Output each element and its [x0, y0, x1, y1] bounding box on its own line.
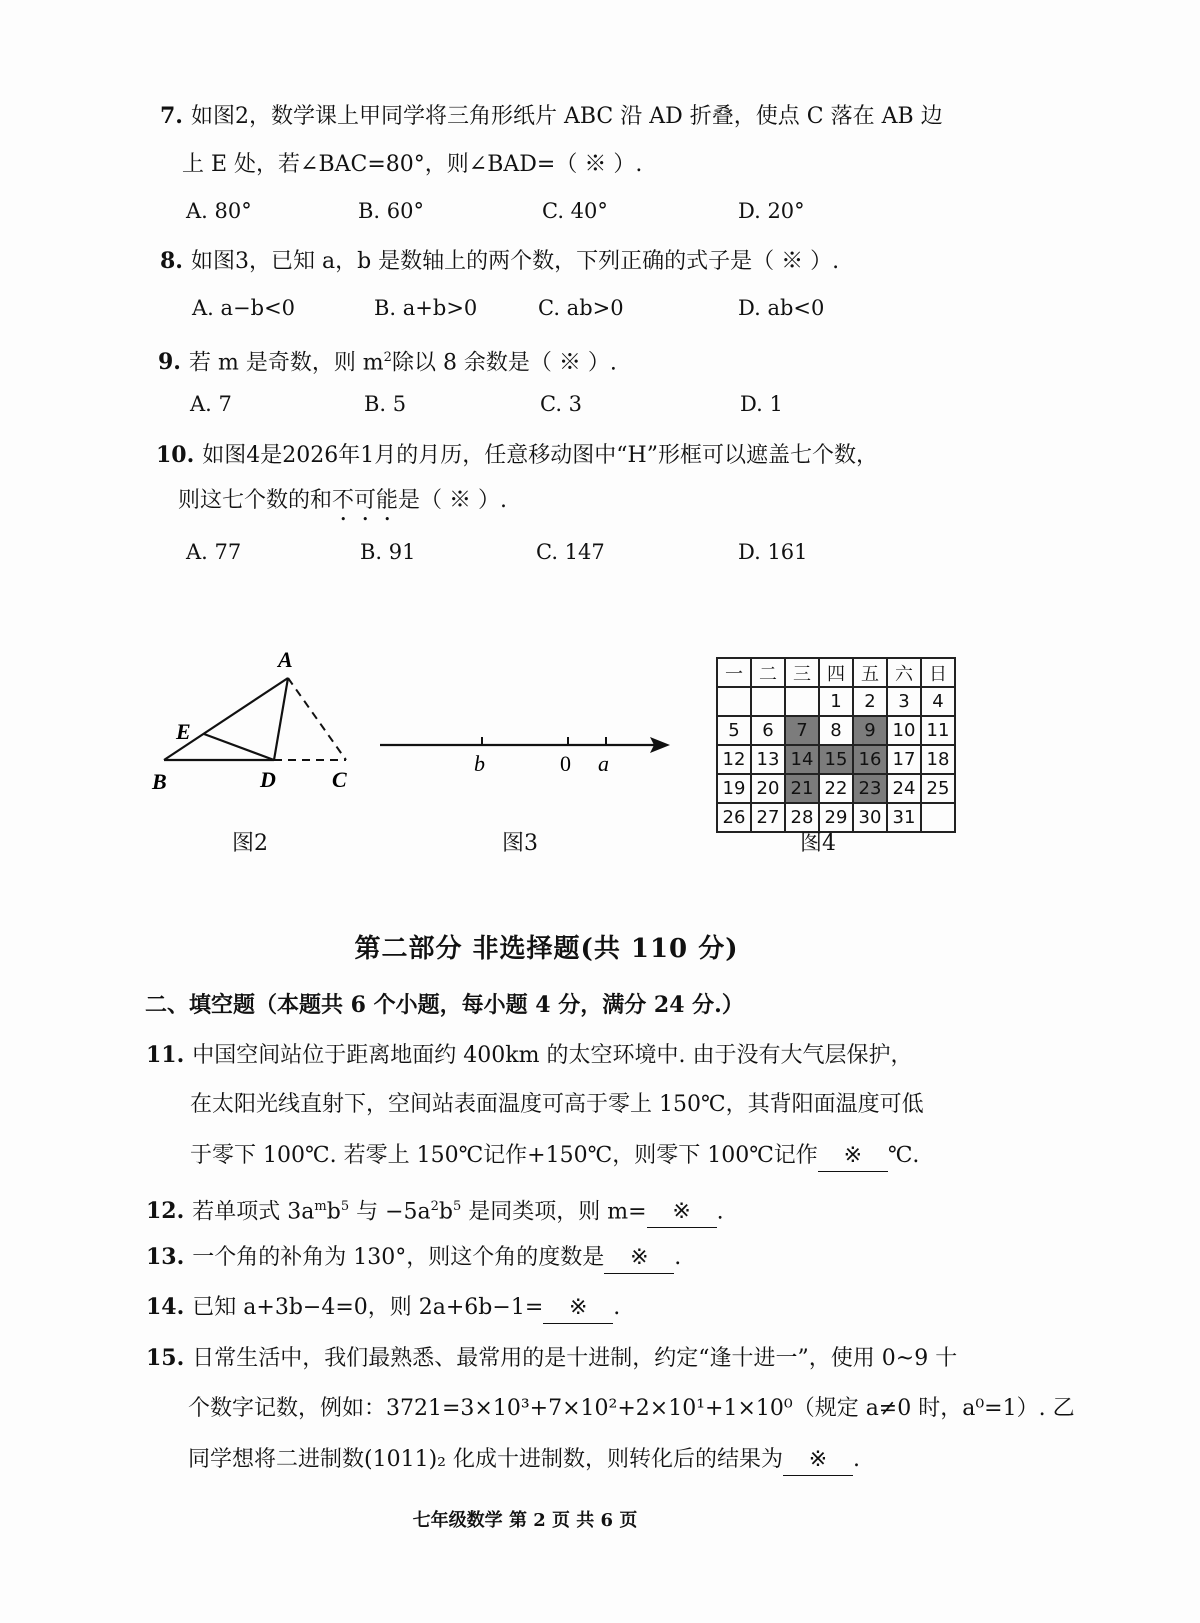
calendar-day — [785, 687, 819, 716]
label-b: B — [152, 769, 167, 794]
calendar-day: 29 — [819, 803, 853, 832]
part-2-title: 第二部分 非选择题(共 110 分) — [354, 934, 739, 964]
segment-ed — [204, 734, 274, 760]
q14-answer-blank[interactable]: ※ — [543, 1293, 613, 1324]
calendar-day — [921, 803, 955, 832]
q12-answer-blank[interactable]: ※ — [647, 1197, 717, 1228]
section-2-title: 二、填空题（本题共 6 个小题，每小题 4 分，满分 24 分.） — [145, 992, 744, 1018]
calendar-weekday: 二 — [751, 658, 785, 687]
calendar-day: 8 — [819, 716, 853, 745]
label-zero: 0 — [560, 751, 571, 776]
q7-option-d: D. 20° — [738, 199, 805, 223]
q9-option-c: C. 3 — [540, 392, 583, 416]
q9-option-a: A. 7 — [190, 392, 232, 416]
q14-line — [146, 1292, 620, 1324]
q8-option-a: A. a−b<0 — [192, 296, 296, 320]
figure-3-number-line — [378, 725, 678, 785]
q15-answer-blank[interactable]: ※ — [783, 1445, 853, 1476]
calendar-day — [751, 687, 785, 716]
q9-option-b: B. 5 — [364, 392, 407, 416]
q7-line1 — [160, 101, 943, 132]
calendar-day: 20 — [751, 774, 785, 803]
q9-option-d: D. 1 — [740, 392, 783, 416]
q13-answer-blank[interactable]: ※ — [604, 1243, 674, 1274]
q7-text-line1: 如图2，数学课上甲同学将三角形纸片 ABC 沿 AD 折叠，使点 C 落在 AB 边 — [190, 104, 943, 129]
calendar-week-row — [717, 774, 955, 803]
calendar-day: 24 — [887, 774, 921, 803]
figure-2-triangle — [150, 645, 370, 805]
q10-text-line1: 如图4是2026年1月的月历，任意移动图中“H”形框可以遮盖七个数， — [202, 443, 878, 468]
calendar-weekday: 六 — [887, 658, 921, 687]
calendar-day: 27 — [751, 803, 785, 832]
figure-2-caption: 图2 — [232, 831, 268, 856]
q15-text-line2: 个数字记数，例如：3721=3×10³+7×10²+2×10¹+1×10⁰（规定 a≠0 时，a⁰=1）. 乙 — [188, 1396, 1075, 1421]
q9-line1 — [158, 343, 617, 378]
q12-text-end: . — [716, 1199, 724, 1225]
q8-line1 — [160, 246, 839, 277]
label-d: D — [260, 767, 276, 792]
figure-4-caption: 图4 — [800, 831, 836, 856]
q13-line — [146, 1242, 681, 1274]
calendar-day — [717, 687, 751, 716]
q11-text-end: ℃. — [887, 1143, 920, 1168]
q15-line3 — [188, 1445, 860, 1476]
calendar-day: 1 — [819, 687, 853, 716]
calendar-day: 25 — [921, 774, 955, 803]
q11-line3 — [190, 1141, 919, 1172]
calendar-day: 10 — [887, 716, 921, 745]
calendar-weekday: 日 — [921, 658, 955, 687]
calendar-day-highlighted: 21 — [785, 774, 819, 803]
q11-text-line2: 在太阳光线直射下，空间站表面温度可高于零上 150℃，其背阳面温度可低 — [190, 1092, 924, 1117]
q7-text-line2: 上 E 处，若∠BAC=80°，则∠BAD=（ ※ ）. — [182, 152, 643, 177]
q8-option-b: B. a+b>0 — [374, 296, 478, 320]
q12-text-b1: b — [326, 1199, 341, 1225]
q7-number: 7. — [160, 103, 183, 129]
q10-line1 — [156, 440, 878, 471]
label-a: A — [278, 647, 293, 672]
calendar-day: 31 — [887, 803, 921, 832]
q9-number: 9. — [158, 349, 181, 376]
q8-option-c: C. ab>0 — [538, 296, 624, 320]
q10-text-post: 是（ ※ ）. — [398, 488, 508, 513]
calendar-day-highlighted: 16 — [853, 745, 887, 774]
calendar-day: 30 — [853, 803, 887, 832]
page-footer: 七年级数学 第 2 页 共 6 页 — [412, 1510, 638, 1531]
calendar-week-row — [717, 745, 955, 774]
q15-text-line1: 日常生活中，我们最熟悉、最常用的是十进制，约定“逢十进一”，使用 0~9 十 — [192, 1346, 958, 1371]
q10-text-pre: 则这七个数的和 — [178, 488, 333, 513]
q12-text-b2: b — [438, 1199, 454, 1225]
q14-text: 已知 a+3b−4=0，则 2a+6b−1= — [192, 1295, 544, 1320]
q15-text-line3: 同学想将二进制数(1011)₂ 化成十进制数，则转化后的结果为 — [188, 1447, 783, 1472]
calendar-day: 17 — [887, 745, 921, 774]
q12-line — [146, 1192, 724, 1228]
label-b-point: b — [474, 751, 485, 776]
q13-number: 13. — [146, 1244, 185, 1270]
segment-ad — [274, 678, 288, 760]
q11-text-line1: 中国空间站位于距离地面约 400km 的太空环境中. 由于没有大气层保护， — [192, 1043, 913, 1068]
q15-text-end: . — [852, 1447, 860, 1472]
q10-option-b: B. 91 — [360, 540, 416, 564]
calendar-day: 26 — [717, 803, 751, 832]
label-e: E — [176, 719, 191, 744]
q10-option-c: C. 147 — [536, 540, 605, 564]
calendar-week-row — [717, 687, 955, 716]
figure-3-caption: 图3 — [502, 831, 538, 856]
calendar-day: 11 — [921, 716, 955, 745]
q10-number: 10. — [156, 442, 195, 468]
calendar-day: 5 — [717, 716, 751, 745]
q7-option-c: C. 40° — [542, 199, 608, 223]
calendar-day: 4 — [921, 687, 955, 716]
q12-number: 12. — [146, 1198, 185, 1225]
calendar-day: 2 — [853, 687, 887, 716]
calendar-day-highlighted: 23 — [853, 774, 887, 803]
q12-text-pre: 若单项式 3a — [192, 1199, 315, 1225]
q12-sup-5a: 5 — [340, 1199, 350, 1214]
q8-number: 8. — [160, 248, 183, 274]
calendar-weekday: 五 — [853, 658, 887, 687]
q7-option-a: A. 80° — [186, 199, 252, 223]
q14-number: 14. — [146, 1294, 185, 1320]
q12-sup-2: 2 — [430, 1199, 439, 1214]
calendar-day: 3 — [887, 687, 921, 716]
q11-answer-blank[interactable]: ※ — [818, 1141, 888, 1172]
q9-text-post: 除以 8 余数是（ ※ ）. — [391, 350, 617, 376]
calendar-day: 13 — [751, 745, 785, 774]
calendar-week-row — [717, 803, 955, 832]
calendar-day: 28 — [785, 803, 819, 832]
q12-text-post: 是同类项，则 m= — [461, 1199, 647, 1225]
calendar-day-highlighted: 9 — [853, 716, 887, 745]
q10-text-emphasis: 不可能 — [332, 488, 399, 513]
q9-text-pre: 若 m 是奇数，则 m — [188, 350, 384, 376]
segment-ac-dashed — [288, 678, 346, 760]
label-c: C — [332, 767, 347, 792]
calendar-day: 18 — [921, 745, 955, 774]
q8-text-line1: 如图3，已知 a，b 是数轴上的两个数，下列正确的式子是（ ※ ）. — [190, 249, 840, 274]
calendar-day: 19 — [717, 774, 751, 803]
q10-line2 — [178, 486, 507, 526]
calendar-weekday: 一 — [717, 658, 751, 687]
q15-line1 — [146, 1343, 957, 1374]
calendar-day: 22 — [819, 774, 853, 803]
q13-text: 一个角的补角为 130°，则这个角的度数是 — [192, 1245, 605, 1270]
q8-option-d: D. ab<0 — [738, 296, 825, 320]
q11-line1 — [146, 1040, 912, 1071]
figure-4-calendar — [716, 657, 956, 833]
calendar-weekday: 三 — [785, 658, 819, 687]
q10-option-d: D. 161 — [738, 540, 808, 564]
q12-sup-m: m — [314, 1199, 327, 1214]
calendar-day-highlighted: 14 — [785, 745, 819, 774]
label-a-point: a — [598, 751, 609, 776]
q7-option-b: B. 60° — [358, 199, 425, 223]
calendar-day-highlighted: 7 — [785, 716, 819, 745]
q11-number: 11. — [146, 1042, 185, 1068]
q14-text-end: . — [613, 1295, 621, 1320]
calendar-week-row — [717, 716, 955, 745]
q11-text-line3: 于零下 100℃. 若零上 150℃记作+150℃，则零下 100℃记作 — [190, 1143, 818, 1168]
q12-sup-5b: 5 — [453, 1199, 462, 1214]
q12-text-mid: 与 −5a — [349, 1199, 431, 1225]
calendar-day: 6 — [751, 716, 785, 745]
calendar-day: 12 — [717, 745, 751, 774]
q9-text-sup: 2 — [383, 350, 392, 365]
calendar-weekday: 四 — [819, 658, 853, 687]
q15-number: 15. — [146, 1345, 185, 1371]
calendar-day-highlighted: 15 — [819, 745, 853, 774]
q13-text-end: . — [674, 1245, 682, 1270]
q10-option-a: A. 77 — [186, 540, 242, 564]
